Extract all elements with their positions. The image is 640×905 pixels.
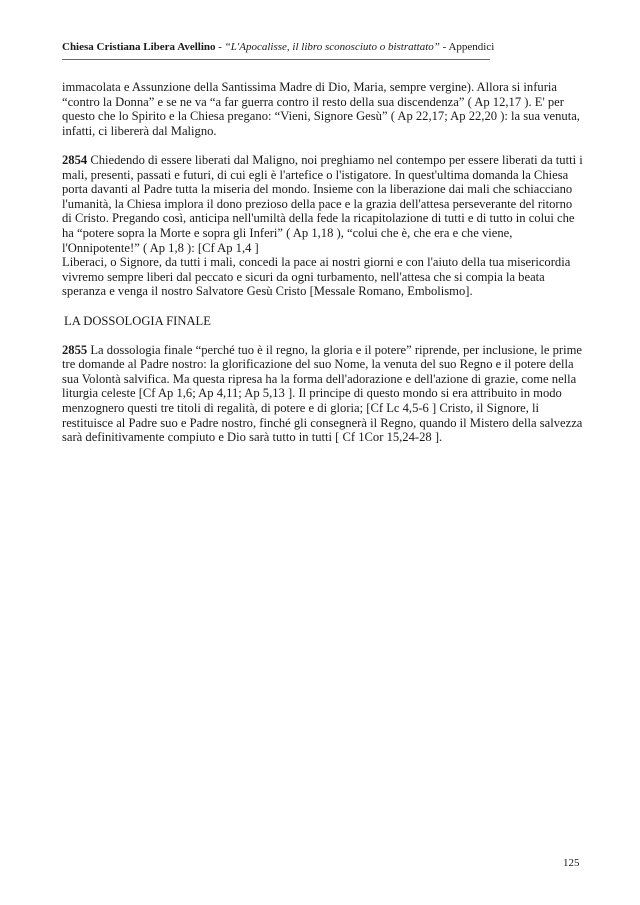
- paragraph-text: Chiedendo di essere liberati dal Maligno, noi preghiamo nel contempo per essere liberati da tutti i mali, presenti, passati e futuri, di cui egli è l'artefice o l'istigatore. In quest'ultima domanda la Chiesa porta davanti al Padre tutta la miseria del mondo. Insieme con la liberazione dai mali che schiacciano l'umanità, la Chiesa implora il dono prezioso della pace e la grazia dell'attesa perseverante del ritorno di Cristo. Pregando così, anticipa nell'umiltà della fede la ricapitolazione di tutti e di tutto in colui che ha “potere sopra la Morte e sopra gli Inferi” ( Ap 1,18 ), “colui che è, che era e che viene, l'Onnipotente!” ( Ap 1,8 ): [Cf Ap 1,4 ]: [62, 152, 583, 255]
- page-number: 125: [563, 857, 580, 869]
- header-organization: Chiesa Cristiana Libera Avellino: [62, 41, 216, 53]
- paragraph-gap: [62, 328, 584, 343]
- prayer-paragraph: Liberaci, o Signore, da tutti i mali, concedi la pace ai nostri giorni e con l'aiuto della tua misericordia vivremo sempre liberi dal peccato e sicuri da ogni turbamento, nell'attesa che si compia la beata speranza e venga il nostro Salvatore Gesù Cristo [Messale Romano, Embolismo].: [62, 255, 571, 299]
- paragraph-continuation: immacolata e Assunzione della Santissima Madre di Dio, Maria, sempre vergine). Allora si infuria “contro la Donna” e se ne va “a far guerra contro il resto della sua discendenza” ( Ap 12,17 ). E' per questo che lo Spirito e la Chiesa pregano: “Vieni, Signore Gesù” ( Ap 22,17; Ap 22,20 ): la sua venuta, infatti, ci libererà dal Maligno.: [62, 80, 580, 138]
- paragraph-gap: [62, 299, 584, 314]
- paragraph-number: 2854: [62, 152, 88, 167]
- paragraph-number: 2855: [62, 342, 88, 357]
- paragraph-2854: [62, 153, 584, 255]
- header-section: - Appendici: [439, 41, 495, 53]
- body-text: [62, 80, 584, 445]
- header-separator: -: [215, 41, 225, 53]
- paragraph-gap: [62, 138, 584, 153]
- paragraph-2855: [62, 343, 584, 445]
- paragraph-text: La dossologia finale “perché tuo è il regno, la gloria e il potere” riprende, per inclusione, le prime tre domande al Padre nostro: la glorificazione del suo Nome, la venuta del suo Regno e il potere della sua Volontà salvifica. Ma questa ripresa ha la forma dell'adorazione e dell'azione di grazie, come nella liturgia celeste [Cf Ap 1,6; Ap 4,11; Ap 5,13 ]. Il principe di questo mondo si era attribuito in modo menzognero questi tre titoli di regalità, di potere e di gloria; [Cf Lc 4,5-6 ] Cristo, il Signore, li restituisce al Padre suo e Padre nostro, finché gli consegnerà il Regno, quando il Mistero della salvezza sarà definitivamente compiuto e Dio sarà tutto in tutti [ Cf 1Cor 15,24-28 ].: [62, 342, 583, 445]
- section-heading: LA DOSSOLOGIA FINALE: [64, 313, 211, 328]
- header-rule: [62, 59, 490, 60]
- header-book-title: “L'Apocalisse, il libro sconosciuto o bistrattato”: [224, 41, 440, 53]
- running-header: [62, 40, 582, 54]
